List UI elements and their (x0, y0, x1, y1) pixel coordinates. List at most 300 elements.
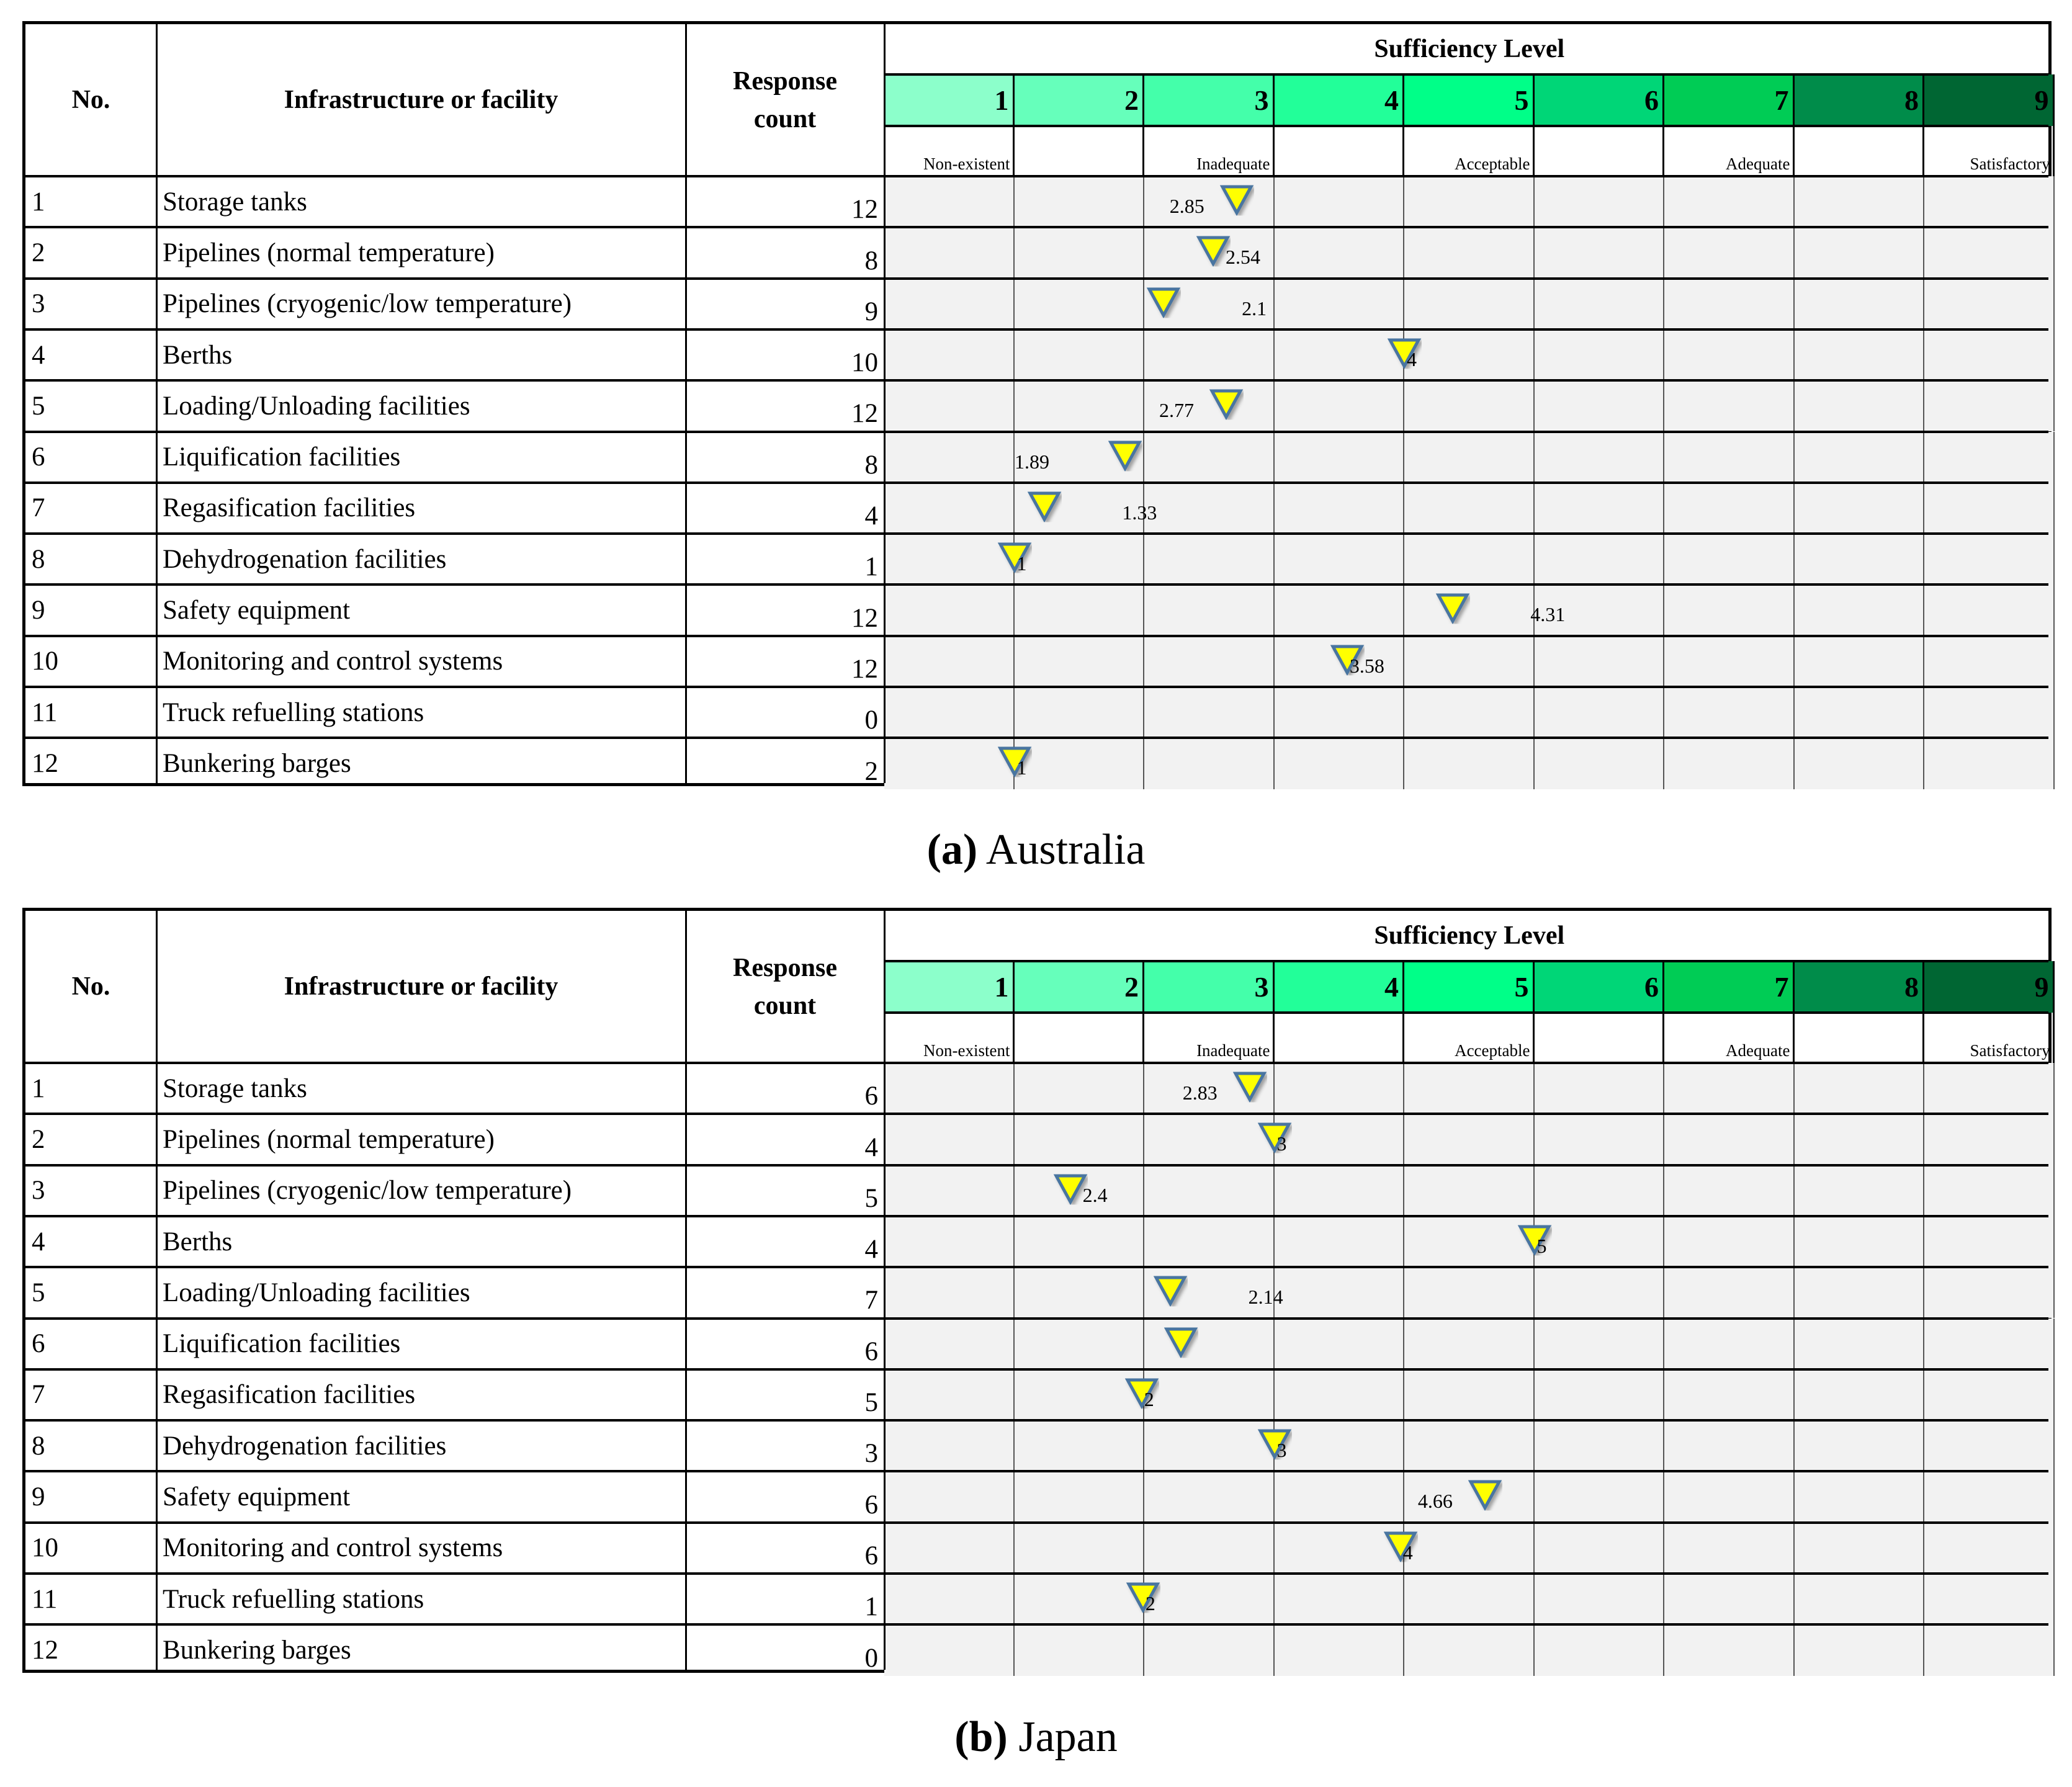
table-row (25, 329, 2048, 380)
level-name-1: Non-existent (884, 1013, 1015, 1063)
rating-value-label: 2.1 (1242, 297, 1267, 320)
table-row (25, 1624, 2048, 1675)
level-cell (1275, 584, 1405, 635)
row-number: 2 (32, 1124, 45, 1154)
level-cell (1015, 176, 1145, 227)
facility-name: Pipelines (normal temperature) (163, 1124, 495, 1154)
row-number: 1 (32, 1073, 45, 1103)
table-row (25, 380, 2048, 431)
response-count: 12 (851, 399, 878, 429)
level-cell (884, 1319, 1015, 1369)
level-cell (1404, 1114, 1535, 1165)
level-cell (1144, 1369, 1275, 1420)
level-cell (884, 227, 1015, 278)
level-cell (1924, 1471, 2055, 1522)
level-cell (1535, 1063, 1665, 1114)
level-cell (1924, 1523, 2055, 1574)
level-number-1: 1 (884, 74, 1015, 126)
level-cell (1015, 1420, 1145, 1471)
level-cell (1144, 176, 1275, 227)
response-count: 4 (864, 501, 878, 531)
level-cell (884, 1574, 1015, 1624)
level-cell (1404, 1624, 1535, 1675)
level-cell (1535, 1369, 1665, 1420)
response-count: 1 (864, 1592, 878, 1622)
level-cell (1015, 279, 1145, 329)
header-sufficiency-level: Sufficiency Level (1374, 35, 1565, 64)
level-cell (1015, 1216, 1145, 1267)
level-name-7: Adequate (1664, 1013, 1795, 1063)
level-cell (1535, 636, 1665, 687)
row-number: 1 (32, 187, 45, 217)
response-count: 0 (864, 705, 878, 735)
level-cell (884, 483, 1015, 534)
level-cell (1664, 329, 1795, 380)
facility-name: Pipelines (normal temperature) (163, 238, 495, 267)
level-number-7: 7 (1664, 961, 1795, 1013)
rating-value-label: 3.58 (1349, 654, 1384, 677)
row-rule (25, 1521, 2048, 1524)
facility-name: Berths (163, 1227, 233, 1256)
level-cell (884, 636, 1015, 687)
caption-japan (0, 1713, 2072, 1762)
level-cell (1144, 534, 1275, 584)
level-cell (1404, 1267, 1535, 1318)
level-cell (1404, 432, 1535, 483)
level-cell (1924, 1420, 2055, 1471)
level-cell (1144, 1165, 1275, 1216)
level-cell (1924, 227, 2055, 278)
rating-value-label: 2.14 (1248, 1286, 1283, 1309)
level-cell (1535, 1624, 1665, 1675)
header-response-count: Response count (732, 953, 838, 1020)
level-cell (1275, 1267, 1405, 1318)
facility-name: Monitoring and control systems (163, 1533, 503, 1563)
rating-value-label: 2.85 (1169, 195, 1204, 217)
level-cell (1795, 584, 1925, 635)
level-cell (1535, 1420, 1665, 1471)
level-name-3: Inadequate (1144, 126, 1275, 176)
level-cell (1795, 483, 1925, 534)
table-row (25, 279, 2048, 329)
rating-value-label: 1.89 (1014, 450, 1049, 473)
rating-value-label: 3 (1276, 1132, 1287, 1155)
rating-value-label: 1 (1016, 552, 1027, 575)
row-rule (25, 1317, 2048, 1320)
caption-text: Japan (1007, 1713, 1118, 1761)
level-cell (1664, 1523, 1795, 1574)
level-cell (1924, 279, 2055, 329)
response-count: 12 (851, 654, 878, 684)
level-cell (1144, 1523, 1275, 1574)
level-cell (1275, 380, 1405, 431)
level-cell (1144, 1574, 1275, 1624)
level-name-5: Acceptable (1404, 126, 1535, 176)
level-cell (1535, 1165, 1665, 1216)
header-sufficiency-level: Sufficiency Level (1374, 921, 1565, 951)
row-rule (25, 1419, 2048, 1422)
response-count: 8 (864, 450, 878, 480)
row-number: 9 (32, 1482, 45, 1512)
level-number-5: 5 (1404, 74, 1535, 126)
table-row (25, 1420, 2048, 1471)
level-cell (1664, 1319, 1795, 1369)
level-name-4 (1275, 1013, 1405, 1063)
level-cell (1924, 738, 2055, 789)
row-number: 9 (32, 596, 45, 625)
level-cell (1015, 329, 1145, 380)
row-rule (25, 328, 2048, 331)
header-facility: Infrastructure or facility (284, 86, 558, 115)
table-row (25, 227, 2048, 278)
level-cell (1144, 329, 1275, 380)
table-row (25, 534, 2048, 584)
level-cell (1924, 1165, 2055, 1216)
level-name-8 (1795, 1013, 1925, 1063)
row-number: 4 (32, 340, 45, 370)
rating-value-label: 4 (1407, 347, 1417, 370)
table-row (25, 483, 2048, 534)
row-rule (25, 1572, 2048, 1575)
row-rule (25, 583, 2048, 586)
response-count: 6 (864, 1490, 878, 1520)
level-cell (1275, 1624, 1405, 1675)
level-cell (1015, 1114, 1145, 1165)
header-rule (25, 1062, 2048, 1064)
table-row (25, 1063, 2048, 1114)
level-number-5: 5 (1404, 961, 1535, 1013)
level-cell (1404, 636, 1535, 687)
level-cell (1795, 687, 1925, 738)
level-cell (1664, 1574, 1795, 1624)
level-cell (1795, 1319, 1925, 1369)
response-count: 6 (864, 1337, 878, 1366)
level-cell (1275, 687, 1405, 738)
row-number: 5 (32, 1278, 45, 1307)
table-row (25, 176, 2048, 227)
level-cell (1404, 483, 1535, 534)
level-cell (884, 1523, 1015, 1574)
response-count: 3 (864, 1439, 878, 1469)
level-cell (1795, 176, 1925, 227)
level-cell (1144, 1216, 1275, 1267)
level-cell (1924, 1624, 2055, 1675)
level-cell (884, 1624, 1015, 1675)
level-cell (884, 176, 1015, 227)
level-cell (884, 329, 1015, 380)
response-count: 6 (864, 1541, 878, 1570)
column-rule (156, 911, 158, 1670)
level-name-6 (1535, 1013, 1665, 1063)
level-cell (1275, 432, 1405, 483)
header-no: No. (71, 86, 110, 115)
level-cell (1924, 483, 2055, 534)
facility-name: Liquification facilities (163, 442, 401, 472)
table-row (25, 1319, 2048, 1369)
facility-name: Loading/Unloading facilities (163, 1278, 470, 1307)
level-cell (1144, 1420, 1275, 1471)
response-count: 8 (864, 246, 878, 275)
rating-value-label: 2.54 (1226, 246, 1261, 269)
level-cell (1404, 279, 1535, 329)
level-cell (884, 1267, 1015, 1318)
row-rule (25, 481, 2048, 484)
level-cell (1924, 380, 2055, 431)
level-cell (1535, 738, 1665, 789)
facility-name: Bunkering barges (163, 748, 351, 778)
level-cell (1275, 483, 1405, 534)
row-rule (25, 431, 2048, 433)
level-cell (1924, 1063, 2055, 1114)
level-cell (1535, 1574, 1665, 1624)
level-cell (1924, 584, 2055, 635)
facility-name: Regasification facilities (163, 493, 416, 523)
level-cell (1275, 279, 1405, 329)
level-cell (1015, 534, 1145, 584)
level-cell (1015, 1471, 1145, 1522)
row-rule (25, 1215, 2048, 1217)
level-cell (1144, 1114, 1275, 1165)
level-cell (1275, 1114, 1405, 1165)
level-cell (1404, 584, 1535, 635)
level-cell (1144, 687, 1275, 738)
level-cell (1275, 534, 1405, 584)
level-cell (1404, 1216, 1535, 1267)
level-cell (1924, 1216, 2055, 1267)
table-row (25, 584, 2048, 635)
level-number-2: 2 (1015, 74, 1145, 126)
level-cell (1664, 1063, 1795, 1114)
column-rule (884, 24, 886, 783)
level-cell (1015, 1523, 1145, 1574)
facility-name: Dehydrogenation facilities (163, 1431, 447, 1461)
level-cell (1535, 1216, 1665, 1267)
facility-name: Liquification facilities (163, 1329, 401, 1359)
rating-value-label: 1.33 (1122, 501, 1157, 524)
level-cell (1144, 738, 1275, 789)
level-cell (1795, 636, 1925, 687)
level-cell (1535, 1319, 1665, 1369)
row-rule (25, 1113, 2048, 1115)
level-name-3: Inadequate (1144, 1013, 1275, 1063)
level-number-4: 4 (1275, 74, 1405, 126)
level-number-9: 9 (1924, 74, 2055, 126)
row-number: 10 (32, 1533, 58, 1563)
japan-table (22, 908, 2052, 1673)
level-cell (1275, 227, 1405, 278)
response-count: 1 (864, 552, 878, 582)
level-cell (884, 1420, 1015, 1471)
facility-name: Dehydrogenation facilities (163, 544, 447, 574)
level-cell (1795, 1114, 1925, 1165)
level-cell (884, 1165, 1015, 1216)
level-cell (1535, 380, 1665, 431)
facility-name: Storage tanks (163, 1073, 307, 1103)
level-number-1: 1 (884, 961, 1015, 1013)
level-cell (1664, 176, 1795, 227)
level-cell (1924, 176, 2055, 227)
column-rule (685, 24, 687, 783)
level-cell (1664, 636, 1795, 687)
level-cell (1664, 1471, 1795, 1522)
rating-value-label: 2 (1145, 1592, 1155, 1615)
rating-value-label: 1 (1016, 756, 1027, 779)
level-number-9: 9 (1924, 961, 2055, 1013)
level-cell (1535, 1471, 1665, 1522)
level-cell (1795, 432, 1925, 483)
caption-australia (0, 825, 2072, 875)
row-rule (25, 1623, 2048, 1626)
row-number: 8 (32, 1431, 45, 1461)
row-rule (25, 277, 2048, 280)
level-cell (1664, 432, 1795, 483)
row-rule (25, 1164, 2048, 1167)
response-count: 7 (864, 1286, 878, 1315)
header-rule (884, 1011, 2048, 1014)
facility-name: Monitoring and control systems (163, 647, 503, 676)
row-number: 7 (32, 1380, 45, 1410)
level-cell (1664, 1165, 1795, 1216)
level-cell (1015, 636, 1145, 687)
level-cell (1275, 1420, 1405, 1471)
row-rule (25, 379, 2048, 382)
level-cell (1924, 534, 2055, 584)
response-count: 2 (864, 756, 878, 786)
level-cell (1144, 584, 1275, 635)
level-cell (1275, 738, 1405, 789)
level-cell (1795, 1420, 1925, 1471)
level-name-9: Satisfactory (1924, 1013, 2055, 1063)
level-cell (1535, 687, 1665, 738)
response-count: 5 (864, 1388, 878, 1418)
level-cell (884, 279, 1015, 329)
level-cell (1795, 380, 1925, 431)
row-number: 8 (32, 544, 45, 574)
facility-name: Truck refuelling stations (163, 1584, 424, 1614)
level-name-5: Acceptable (1404, 1013, 1535, 1063)
row-rule (25, 1470, 2048, 1472)
header-no: No. (71, 972, 110, 1001)
level-cell (1924, 1574, 2055, 1624)
row-number: 12 (32, 748, 58, 778)
level-cell (1404, 1369, 1535, 1420)
level-cell (1404, 738, 1535, 789)
table-row (25, 432, 2048, 483)
level-cell (1924, 636, 2055, 687)
caption-text: Australia (977, 826, 1146, 874)
level-cell (1535, 432, 1665, 483)
table-row (25, 738, 2048, 789)
row-number: 11 (32, 697, 58, 727)
level-cell (1795, 1063, 1925, 1114)
table-row (25, 1574, 2048, 1624)
level-cell (1795, 738, 1925, 789)
row-rule (25, 226, 2048, 228)
level-name-4 (1275, 126, 1405, 176)
level-cell (1924, 1319, 2055, 1369)
level-number-8: 8 (1795, 74, 1925, 126)
level-name-2 (1015, 1013, 1145, 1063)
level-cell (1015, 738, 1145, 789)
level-cell (1015, 1574, 1145, 1624)
row-number: 3 (32, 1176, 45, 1206)
facility-name: Safety equipment (163, 596, 351, 625)
response-count: 0 (864, 1643, 878, 1673)
level-cell (1015, 1063, 1145, 1114)
level-cell (1664, 380, 1795, 431)
level-number-7: 7 (1664, 74, 1795, 126)
row-number: 7 (32, 493, 45, 523)
level-number-2: 2 (1015, 961, 1145, 1013)
level-cell (1404, 1063, 1535, 1114)
header-facility: Infrastructure or facility (284, 972, 558, 1001)
level-cell (1404, 1165, 1535, 1216)
facility-name: Pipelines (cryogenic/low temperature) (163, 1176, 572, 1206)
level-cell (1275, 1471, 1405, 1522)
level-cell (1924, 1114, 2055, 1165)
facility-name: Pipelines (cryogenic/low temperature) (163, 289, 572, 319)
level-cell (884, 738, 1015, 789)
column-rule (156, 24, 158, 783)
level-cell (1795, 1471, 1925, 1522)
response-count: 12 (851, 195, 878, 225)
australia-table (22, 21, 2052, 786)
table-row (25, 687, 2048, 738)
level-cell (884, 1063, 1015, 1114)
table-row (25, 1216, 2048, 1267)
level-cell (884, 687, 1015, 738)
table-row (25, 1267, 2048, 1318)
response-count: 9 (864, 297, 878, 326)
row-number: 12 (32, 1635, 58, 1665)
facility-name: Loading/Unloading facilities (163, 391, 470, 421)
response-count: 4 (864, 1132, 878, 1162)
row-rule (25, 635, 2048, 637)
row-rule (25, 1368, 2048, 1371)
level-cell (1664, 227, 1795, 278)
level-cell (1275, 1369, 1405, 1420)
column-rule (884, 911, 886, 1670)
level-cell (1664, 483, 1795, 534)
level-cell (1275, 176, 1405, 227)
level-cell (1144, 1624, 1275, 1675)
level-cell (1795, 534, 1925, 584)
level-cell (1664, 1420, 1795, 1471)
level-cell (1924, 1267, 2055, 1318)
level-cell (1795, 1216, 1925, 1267)
level-name-1: Non-existent (884, 126, 1015, 176)
level-cell (884, 1114, 1015, 1165)
rating-value-label: 2.4 (1082, 1183, 1108, 1206)
facility-name: Safety equipment (163, 1482, 351, 1512)
rating-value-label: 5 (1536, 1234, 1547, 1257)
level-number-8: 8 (1795, 961, 1925, 1013)
level-cell (1664, 738, 1795, 789)
level-cell (1275, 1319, 1405, 1369)
level-cell (1535, 329, 1665, 380)
level-cell (1924, 687, 2055, 738)
level-cell (884, 534, 1015, 584)
level-cell (1144, 1319, 1275, 1369)
level-cell (1664, 1216, 1795, 1267)
table-row (25, 1114, 2048, 1165)
level-cell (1275, 1165, 1405, 1216)
level-cell (1404, 1420, 1535, 1471)
level-cell (884, 1369, 1015, 1420)
level-cell (1404, 227, 1535, 278)
row-number: 5 (32, 391, 45, 421)
level-cell (1404, 534, 1535, 584)
